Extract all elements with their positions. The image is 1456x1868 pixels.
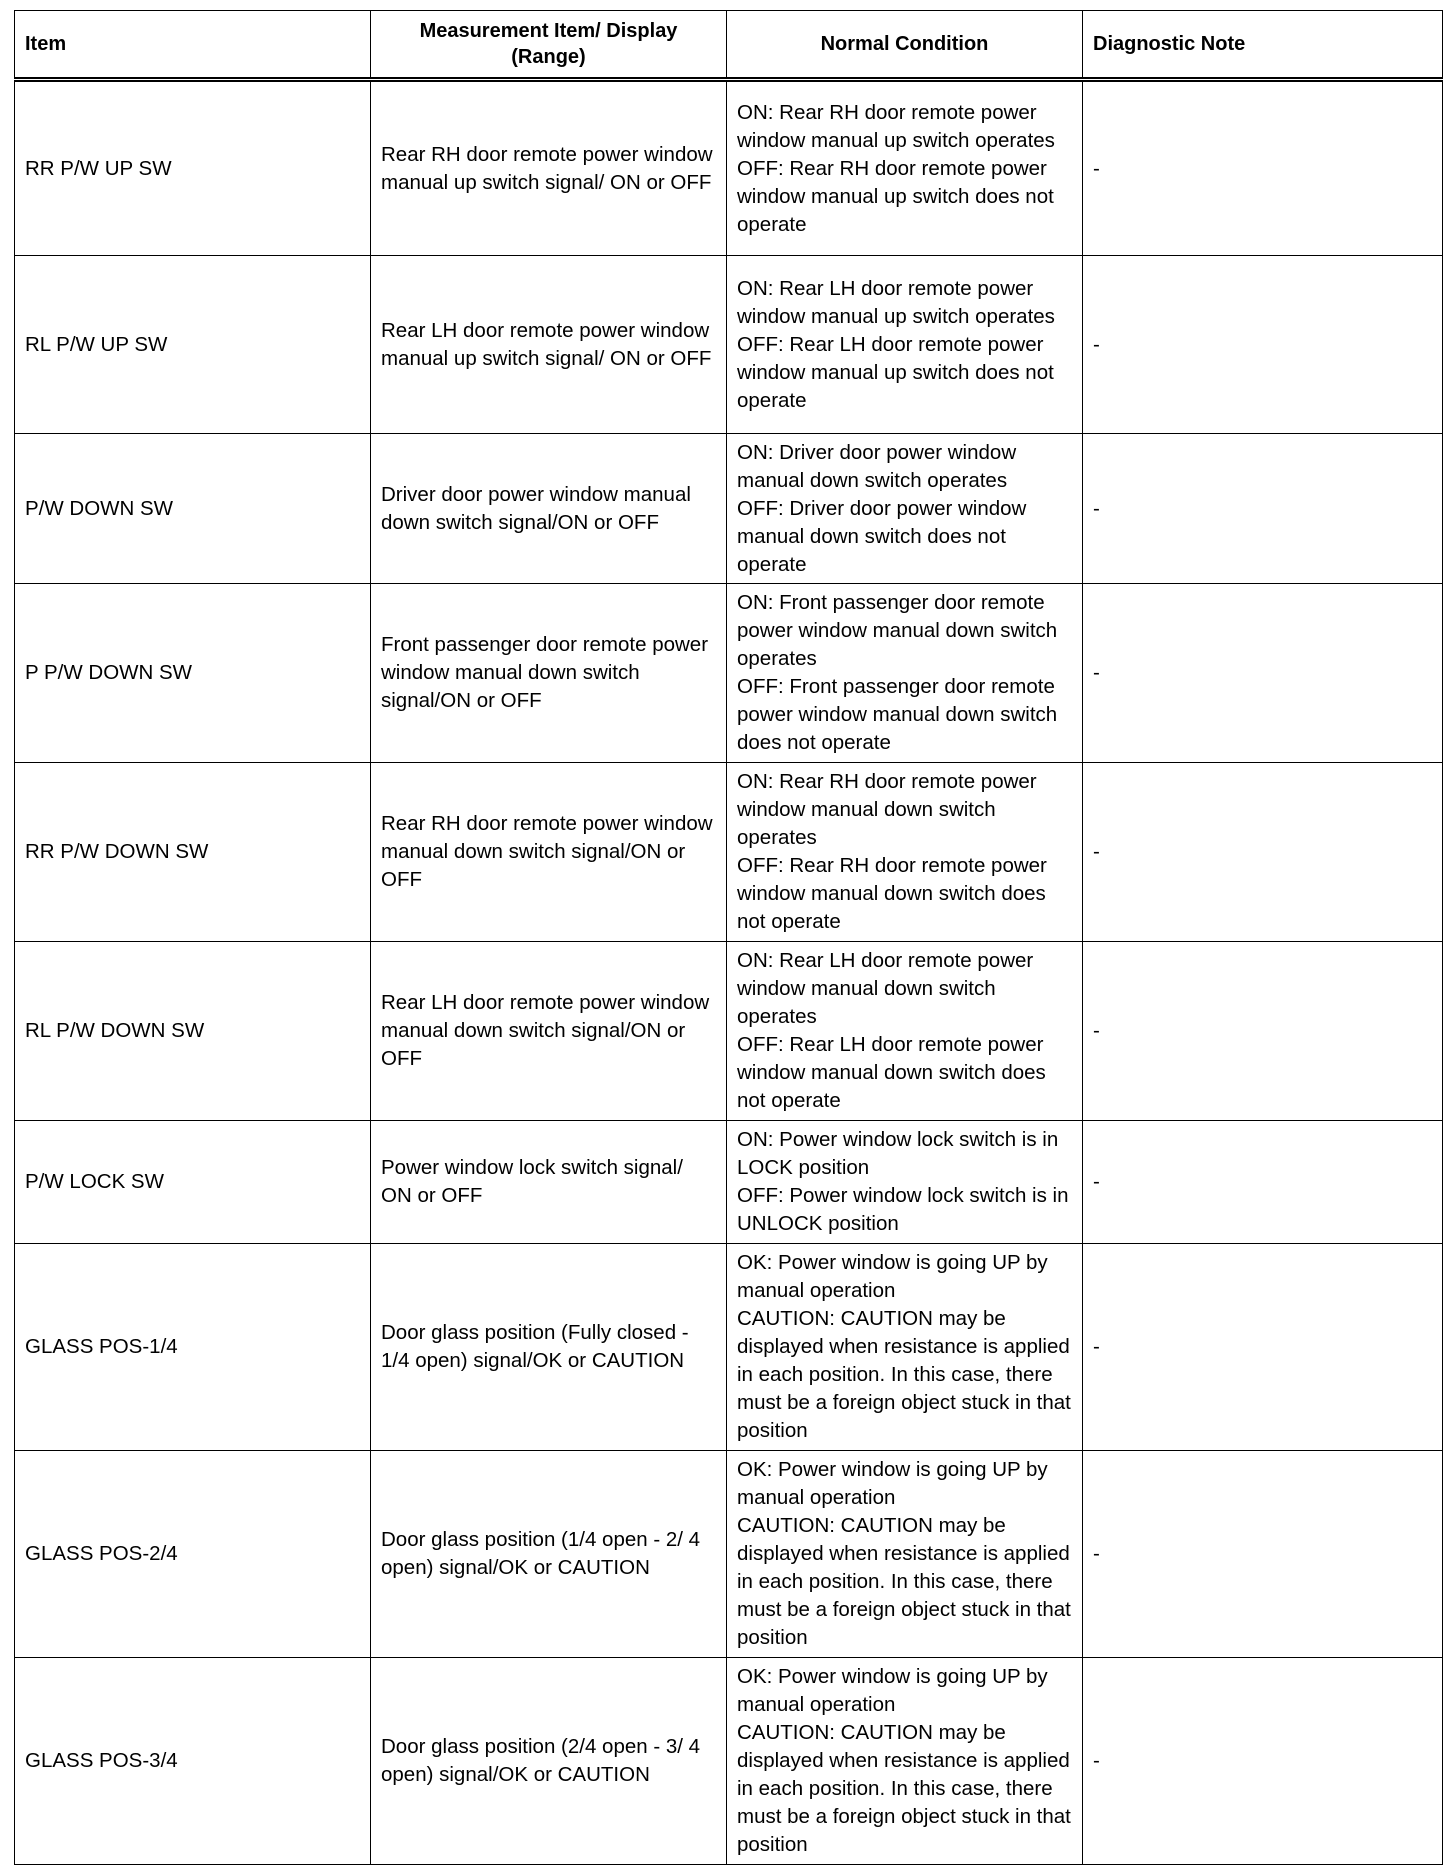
- normal-off-text: CAUTION: CAUTION may be displayed when resistance is applied in each position. In this case, there must be a foreign object stuck in that position: [737, 1514, 1071, 1649]
- normal-off-text: OFF: Driver door power window manual down switch does not operate: [737, 496, 1027, 576]
- cell-normal-condition: [727, 256, 1083, 434]
- normal-off-text: OFF: Front passenger door remote power window manual down switch does not operate: [737, 675, 1058, 754]
- cell-measurement: Driver door power window manual down switch signal/ON or OFF: [371, 434, 727, 584]
- cell-normal-condition: [727, 1121, 1083, 1244]
- normal-on-text: OK: Power window is going UP by manual operation: [737, 1251, 1048, 1302]
- cell-diagnostic-note: -: [1083, 1451, 1443, 1658]
- cell-measurement: Rear RH door remote power window manual up switch signal/ ON or OFF: [371, 80, 727, 256]
- table-row: [15, 1244, 1443, 1451]
- header-item: Item: [15, 11, 371, 80]
- cell-item: GLASS POS-3/4: [15, 1658, 371, 1865]
- normal-on-text: OK: Power window is going UP by manual operation: [737, 1458, 1048, 1509]
- header-measurement: Measurement Item/ Display (Range): [371, 11, 727, 80]
- cell-item: GLASS POS-1/4: [15, 1244, 371, 1451]
- cell-measurement: Rear LH door remote power window manual down switch signal/ON or OFF: [371, 942, 727, 1121]
- normal-off-text: CAUTION: CAUTION may be displayed when resistance is applied in each position. In this case, there must be a foreign object stuck in that position: [737, 1721, 1071, 1856]
- table-row: [15, 1658, 1443, 1865]
- cell-item: P/W DOWN SW: [15, 434, 371, 584]
- cell-diagnostic-note: -: [1083, 584, 1443, 763]
- table-row: [15, 763, 1443, 942]
- cell-normal-condition: [727, 1451, 1083, 1658]
- normal-on-text: ON: Rear RH door remote power window manual up switch operates: [737, 100, 1055, 152]
- cell-measurement: Rear LH door remote power window manual up switch signal/ ON or OFF: [371, 256, 727, 434]
- cell-measurement: Rear RH door remote power window manual down switch signal/ON or OFF: [371, 763, 727, 942]
- table-row: [15, 584, 1443, 763]
- cell-diagnostic-note: -: [1083, 80, 1443, 256]
- cell-measurement: Door glass position (Fully closed - 1/4 open) signal/OK or CAUTION: [371, 1244, 727, 1451]
- cell-normal-condition: [727, 80, 1083, 256]
- cell-diagnostic-note: -: [1083, 1244, 1443, 1451]
- cell-diagnostic-note: -: [1083, 434, 1443, 584]
- cell-item: RR P/W DOWN SW: [15, 763, 371, 942]
- normal-off-text: OFF: Power window lock switch is in UNLOCK position: [737, 1184, 1069, 1235]
- table-row: [15, 80, 1443, 256]
- table-row: [15, 256, 1443, 434]
- cell-normal-condition: [727, 434, 1083, 584]
- cell-item: P P/W DOWN SW: [15, 584, 371, 763]
- cell-item: RR P/W UP SW: [15, 80, 371, 256]
- normal-on-text: ON: Rear RH door remote power window manual down switch operates: [737, 770, 1037, 849]
- table-row: [15, 942, 1443, 1121]
- cell-measurement: Door glass position (2/4 open - 3/ 4 open) signal/OK or CAUTION: [371, 1658, 727, 1865]
- normal-off-text: OFF: Rear RH door remote power window manual down switch does not operate: [737, 854, 1047, 933]
- cell-measurement: Door glass position (1/4 open - 2/ 4 open) signal/OK or CAUTION: [371, 1451, 727, 1658]
- header-normal-condition: Normal Condition: [727, 11, 1083, 80]
- table-row: [15, 1451, 1443, 1658]
- table-body: [15, 80, 1443, 1865]
- table-header: [15, 11, 1443, 80]
- header-row: [15, 11, 1443, 80]
- cell-item: GLASS POS-2/4: [15, 1451, 371, 1658]
- cell-diagnostic-note: -: [1083, 942, 1443, 1121]
- normal-on-text: ON: Rear LH door remote power window manual down switch operates: [737, 949, 1034, 1028]
- cell-normal-condition: [727, 763, 1083, 942]
- cell-item: P/W LOCK SW: [15, 1121, 371, 1244]
- cell-normal-condition: [727, 942, 1083, 1121]
- cell-diagnostic-note: -: [1083, 1121, 1443, 1244]
- header-diagnostic-note: Diagnostic Note: [1083, 11, 1443, 80]
- table-row: [15, 1121, 1443, 1244]
- cell-normal-condition: [727, 1658, 1083, 1865]
- normal-on-text: ON: Power window lock switch is in LOCK position: [737, 1128, 1059, 1179]
- table-row: [15, 434, 1443, 584]
- normal-on-text: ON: Rear LH door remote power window manual up switch operates: [737, 276, 1055, 328]
- cell-item: RL P/W DOWN SW: [15, 942, 371, 1121]
- cell-normal-condition: [727, 1244, 1083, 1451]
- cell-measurement: Front passenger door remote power window manual down switch signal/ON or OFF: [371, 584, 727, 763]
- cell-measurement: Power window lock switch signal/ ON or OFF: [371, 1121, 727, 1244]
- normal-off-text: OFF: Rear LH door remote power window manual down switch does not operate: [737, 1033, 1046, 1112]
- cell-diagnostic-note: -: [1083, 256, 1443, 434]
- normal-on-text: ON: Driver door power window manual down switch operates: [737, 440, 1017, 492]
- normal-on-text: ON: Front passenger door remote power window manual down switch operates: [737, 591, 1058, 670]
- cell-diagnostic-note: -: [1083, 1658, 1443, 1865]
- normal-off-text: CAUTION: CAUTION may be displayed when resistance is applied in each position. In this case, there must be a foreign object stuck in that position: [737, 1307, 1071, 1442]
- cell-diagnostic-note: -: [1083, 763, 1443, 942]
- cell-item: RL P/W UP SW: [15, 256, 371, 434]
- normal-on-text: OK: Power window is going UP by manual operation: [737, 1665, 1048, 1716]
- cell-normal-condition: [727, 584, 1083, 763]
- diagnostic-data-table: [14, 10, 1443, 1865]
- normal-off-text: OFF: Rear RH door remote power window manual up switch does not operate: [737, 156, 1054, 236]
- normal-off-text: OFF: Rear LH door remote power window manual up switch does not operate: [737, 332, 1054, 412]
